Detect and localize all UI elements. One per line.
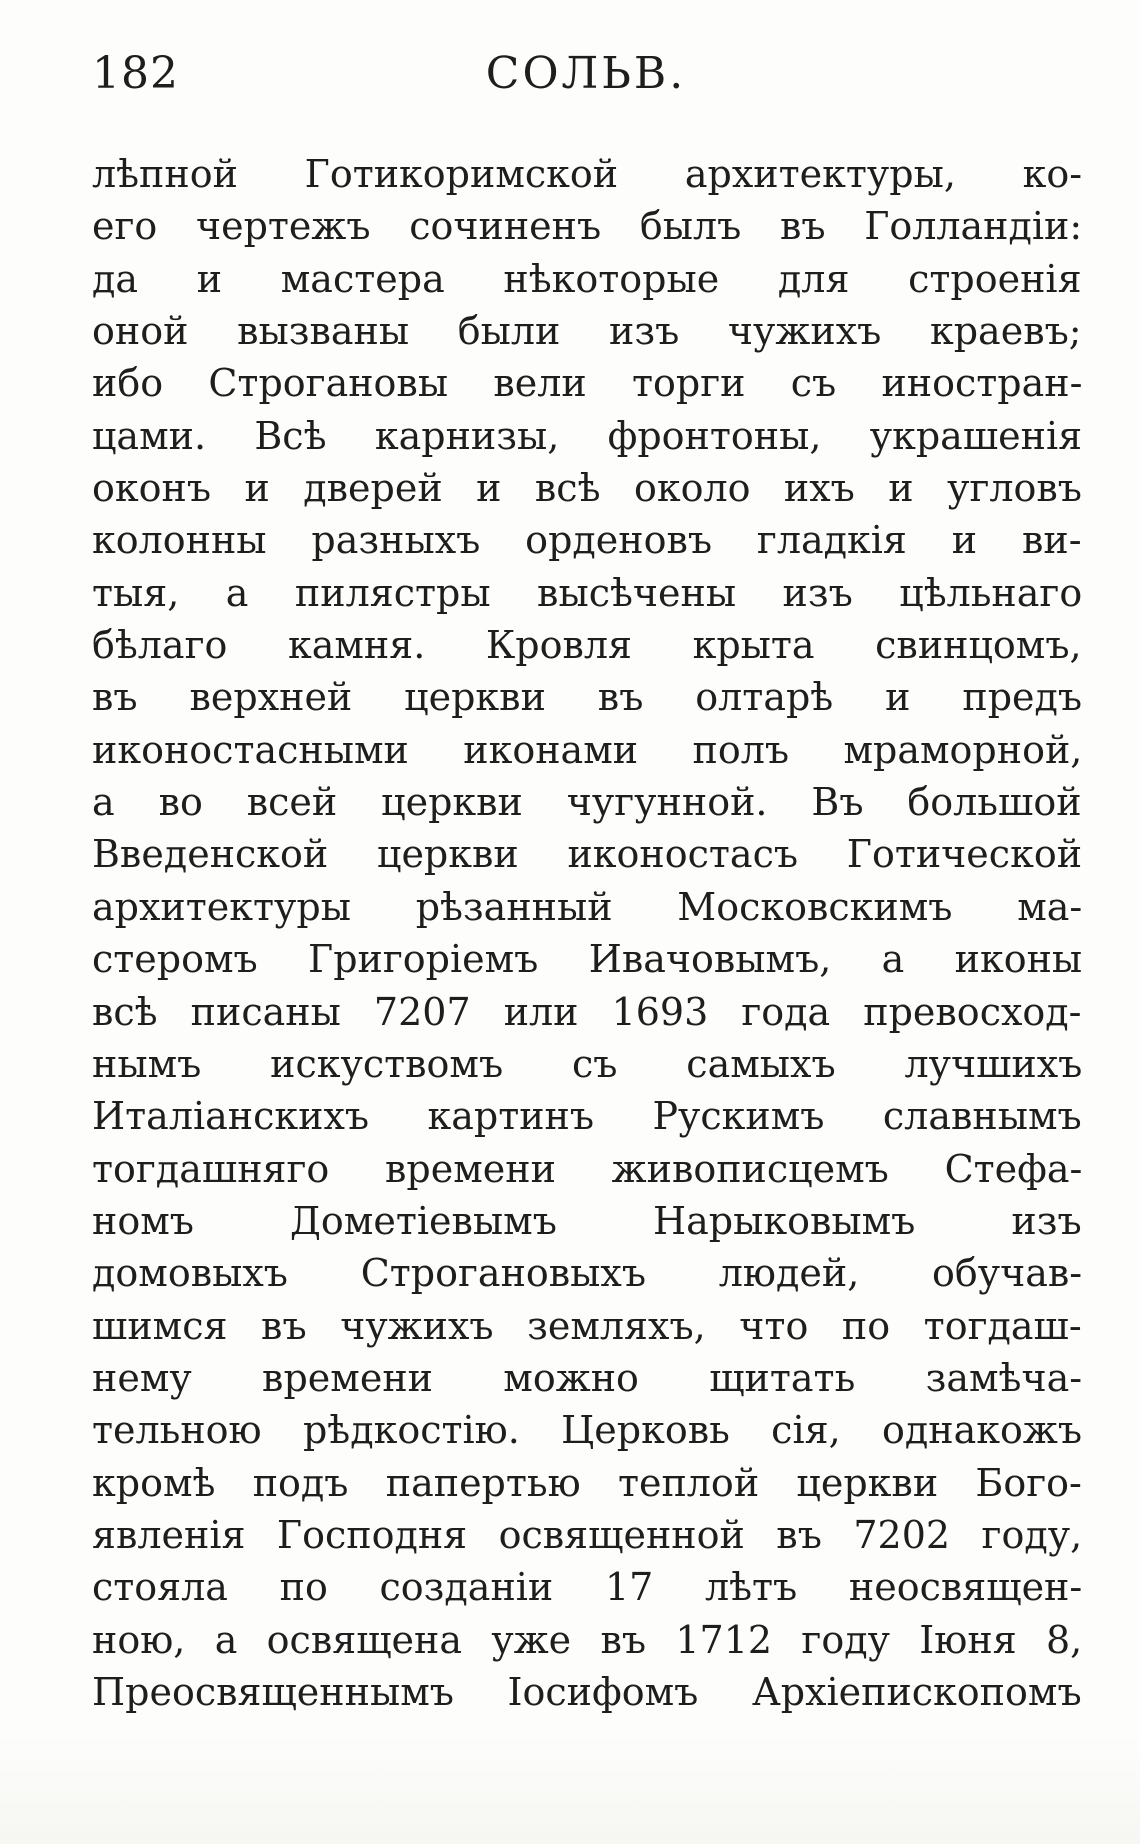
text-line: да и мастера нѣкоторые для строенія bbox=[92, 256, 1082, 301]
text-line: въ верхней церкви въ олтарѣ и предъ bbox=[92, 675, 1082, 720]
text-line: всѣ писаны 7207 или 1693 года превосход- bbox=[92, 989, 1082, 1034]
text-line: кромѣ подъ папертью теплой церкви Бого- bbox=[92, 1460, 1082, 1505]
text-line: лѣпной Готикоримской архитектуры, ко- bbox=[92, 152, 1082, 196]
text-line: колонны разныхъ орденовъ гладкія и ви- bbox=[92, 518, 1082, 563]
text-line: тыя, а пилястры высѣчены изъ цѣльнаго bbox=[92, 570, 1082, 615]
text-line: нымъ искуствомъ съ самыхъ лучшихъ bbox=[92, 1041, 1082, 1086]
text-line: а во всей церкви чугунной. Въ большой bbox=[92, 780, 1082, 825]
page-bottom-margin bbox=[0, 1734, 1140, 1844]
text-line: стояла по созданіи 17 лѣтъ неосвящен- bbox=[92, 1565, 1082, 1610]
text-line: ибо Строгановы вели торги съ иностран- bbox=[92, 361, 1082, 406]
text-line: нему времени можно щитать замѣча- bbox=[92, 1355, 1082, 1400]
text-line: бѣлаго камня. Кровля крыта свинцомъ, bbox=[92, 623, 1082, 668]
text-line: явленія Господня освященной въ 7202 году, bbox=[92, 1512, 1082, 1557]
text-line: домовыхъ Строгановыхъ людей, обучав- bbox=[92, 1251, 1082, 1296]
text-line: шимся въ чужихъ земляхъ, что по тогдаш- bbox=[92, 1303, 1082, 1348]
body-text bbox=[92, 148, 1082, 1718]
text-line: тельною рѣдкостію. Церковь сія, однакожъ bbox=[92, 1408, 1082, 1453]
text-line: архитектуры рѣзанный Московскимъ ма- bbox=[92, 884, 1082, 929]
running-title: СОЛЬВ. bbox=[485, 48, 687, 99]
text-line: оной вызваны были изъ чужихъ краевъ; bbox=[92, 309, 1082, 354]
text-line: Преосвященнымъ Іосифомъ Архіепископомъ bbox=[92, 1669, 1082, 1714]
text-line: иконостасными иконами полъ мраморной, bbox=[92, 727, 1082, 772]
text-line: номъ Дометіевымъ Нарыковымъ изъ bbox=[92, 1198, 1082, 1243]
text-line: Италіанскихъ картинъ Рускимъ славнымъ bbox=[92, 1094, 1082, 1139]
text-line: оконъ и дверей и всѣ около ихъ и угловъ bbox=[92, 466, 1082, 511]
text-line: стеромъ Григоріемъ Ивачовымъ, а иконы bbox=[92, 937, 1082, 982]
text-line: тогдашняго времени живописцемъ Стефа- bbox=[92, 1146, 1082, 1191]
text-line: Введенской церкви иконостасъ Готической bbox=[92, 832, 1082, 877]
text-line: его чертежъ сочиненъ былъ въ Голландіи: bbox=[92, 204, 1082, 249]
page-number: 182 bbox=[92, 48, 179, 99]
text-line: цами. Всѣ карнизы, фронтоны, украшенія bbox=[92, 413, 1082, 458]
text-line: ною, а освящена уже въ 1712 году Іюня 8, bbox=[92, 1617, 1082, 1662]
running-head bbox=[92, 48, 1080, 108]
